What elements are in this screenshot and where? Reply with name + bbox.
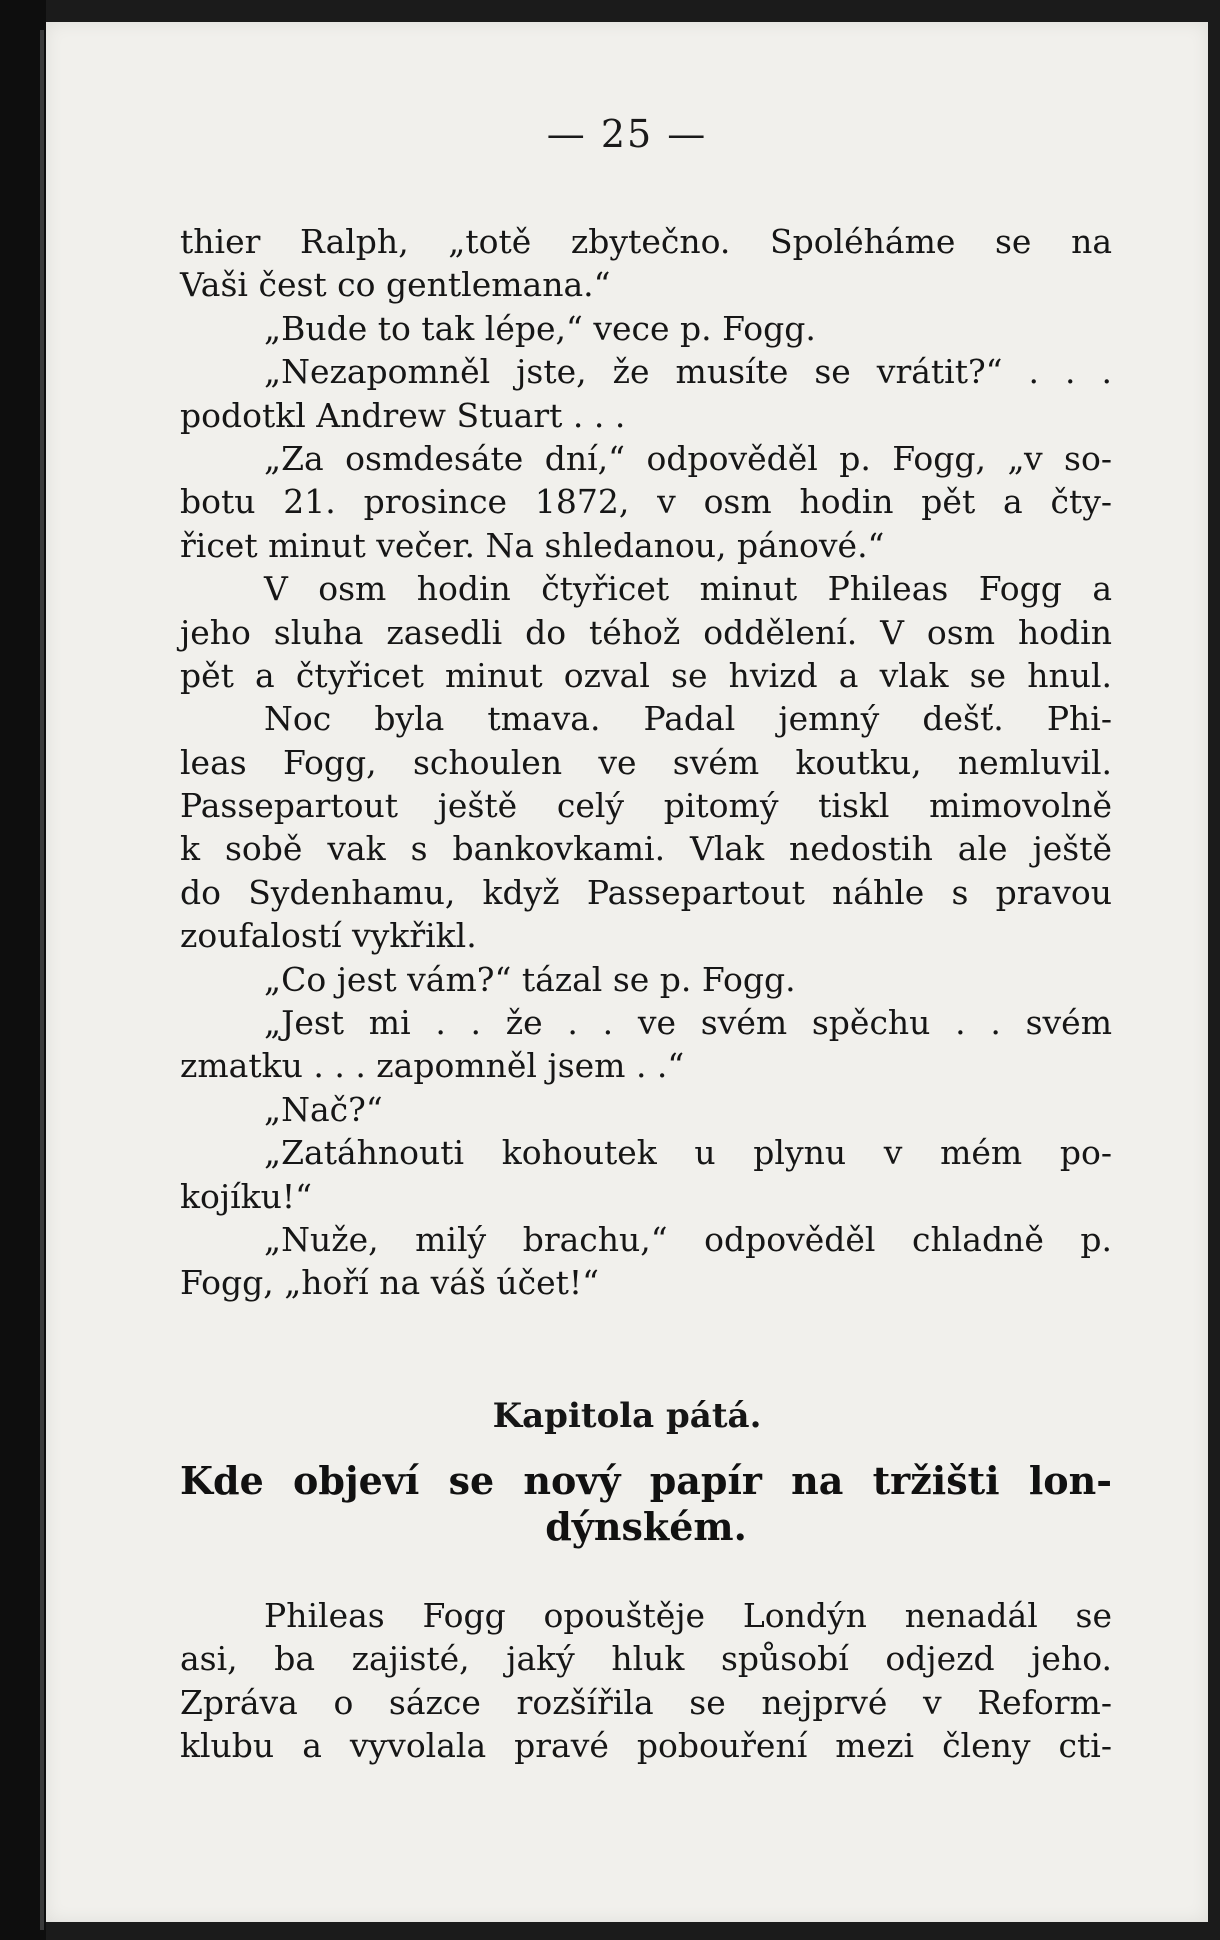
text-line: botu 21. prosince 1872, v osm hodin pět a čty- [180, 482, 1112, 522]
text-line: „Nuže, milý brachu,“ odpověděl chladně p. [264, 1219, 1112, 1259]
chapter-label: Kapitola pátá. [492, 1396, 762, 1436]
text-line: „Za osmdesáte dní,“ odpověděl p. Fogg, „v so- [264, 438, 1112, 478]
text-line: thier Ralph, „totě zbytečno. Spoléháme se na [180, 222, 1112, 261]
text-line: „Nezapomněl jste, že musíte se vrátit?“ . . . [264, 352, 1112, 392]
text-line: Noc byla tmava. Padal jemný dešť. Phi- [264, 699, 1112, 739]
text-line: do Sydenhamu, když Passepartout náhle s pravou [180, 872, 1112, 912]
chapter-body-text [180, 1594, 1112, 1768]
text-line: podotkl Andrew Stuart . . . [180, 395, 626, 435]
text-line: „Bude to tak lépe,“ vece p. Fogg. [264, 308, 816, 348]
text-line: zoufalostí vykřikl. [180, 916, 477, 956]
text-line: V osm hodin čtyřicet minut Phileas Fogg a [264, 569, 1112, 609]
text-line: řicet minut večer. Na shledanou, pánové.“ [180, 525, 885, 565]
text-line: pět a čtyřicet minut ozval se hvizd a vlak se hnul. [180, 655, 1112, 695]
text-line: Zpráva o sázce rozšířila se nejprvé v Reform- [180, 1682, 1112, 1722]
text-line: jeho sluha zasedli do téhož oddělení. V osm hodin [180, 612, 1112, 652]
text-line: leas Fogg, schoulen ve svém koutku, nemluvil. [180, 742, 1112, 782]
chapter-title-line: Kde objeví se nový papír na tržišti lon- [180, 1458, 1112, 1503]
text-line: Phileas Fogg opouštěje Londýn nenadál se [264, 1596, 1112, 1635]
text-line: „Nač?“ [264, 1089, 383, 1129]
text-line: zmatku . . . zapomněl jsem . .“ [180, 1046, 685, 1086]
page-number: — 25 — [546, 112, 708, 156]
text-line: Passepartout ještě celý pitomý tiskl mimovolně [180, 786, 1112, 826]
text-line: „Jest mi . . že . . ve svém spěchu . . svém [264, 1003, 1112, 1043]
chapter-title [180, 1458, 1112, 1550]
chapter-title-line: dýnském. [545, 1504, 747, 1549]
text-line: klubu a vyvolala pravé pobouření mezi členy cti- [180, 1726, 1112, 1766]
text-line: „Co jest vám?“ tázal se p. Fogg. [264, 959, 796, 999]
binding-edge [40, 30, 44, 1930]
text-line: Vaši čest co gentlemana.“ [180, 265, 611, 305]
text-line: kojíku!“ [180, 1176, 313, 1216]
book-page [46, 22, 1208, 1922]
text-line: Fogg, „hoří na váš účet!“ [180, 1263, 600, 1303]
text-line: asi, ba zajisté, jaký hluk spůsobí odjezd jeho. [180, 1639, 1112, 1679]
text-line: k sobě vak s bankovkami. Vlak nedostih ale ještě [180, 829, 1112, 869]
text-line: „Zatáhnouti kohoutek u plynu v mém po- [264, 1133, 1112, 1173]
body-text [180, 220, 1112, 1305]
